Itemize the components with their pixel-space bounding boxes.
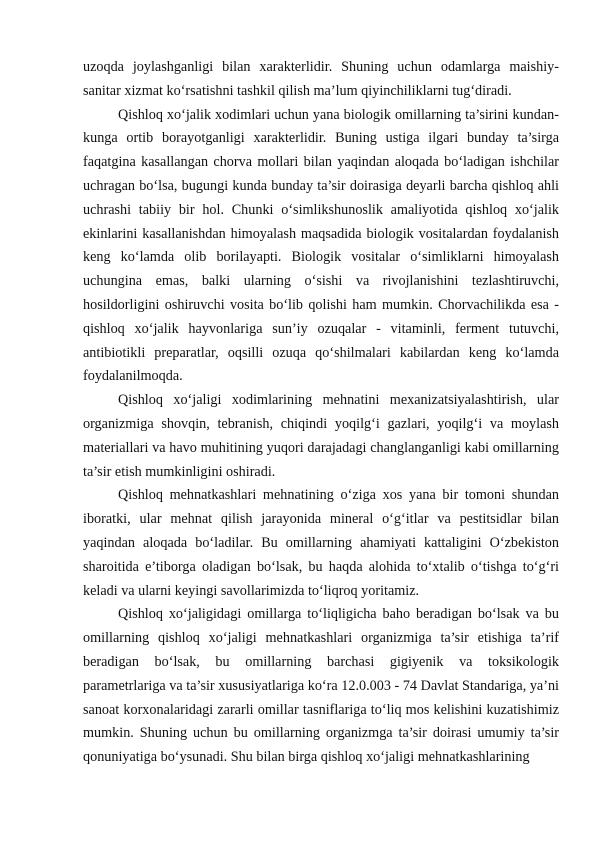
paragraph-standards: Qishloq xo‘jaligidagi omillarga to‘liqligicha baho beradigan bo‘lsak va bu omillarning qishloq xo‘jaligi mehnatkashlari organizmiga ta’sir etishiga ta’rif beradigan bo‘lsak, bu omillarning barchasi gigiyenik va toksikologik parametrlariga va ta’sir xususiyatlariga ko‘ra 12.0.003 - 74 Davlat Standariga, ya’ni sanoat korxonalaridagi zararli omillar tasniflariga to‘liq mos kelishini kuzatishimiz mumkin. Shuning uchun bu omillarning organizmga ta’sir doirasi umumiy ta’sir qonuniyatiga bo‘ysunadi. Shu bilan birga qishloq xo‘jaligi mehnatkashlarining xyxy=(83,606,559,766)
paragraph-mechanization: Qishloq xo‘jaligi xodimlarining mehnatini mexanizatsiyalashtirish, ular organizmiga shovqin, tebranish, chiqindi yoqilg‘i gazlari, yoqilg‘i va moylash materiallari va havo muhitining yuqori darajadagi changlanganligi kabi omillarning ta’sir etish mumkinligini oshiradi. xyxy=(83,392,559,480)
paragraph-fertilizers-pesticides: Qishloq mehnatkashlari mehnatining o‘ziga xos yana bir tomoni shundan iboratki, ular mehnat qilish jarayonida mineral o‘g‘itlar va pestitsidlar bilan yaqindan aloqada bo‘ladilar. Bu omillarning ahamiyati kattaligini O‘zbekiston sharoitida e’tiborga oladigan bo‘lsak, bu haqda alohida to‘xtalib o‘tishga to‘g‘ri keladi va ularni keyingi savollarimizda to‘liqroq yoritamiz. xyxy=(83,487,559,599)
document-page xyxy=(83,56,559,770)
paragraph-biological-factors: Qishloq xo‘jalik xodimlari uchun yana biologik omillarning ta’sirini kundan-kunga ortib borayotganligi xarakterlidir. Buning ustiga ilgari bunday ta’sirga faqatgina kasallangan chorva mollari bilan yaqindan aloqada bo‘ladigan ishchilar uchragan bo‘lsa, bugungi kunda bunday ta’sir doirasiga deyarli barcha qishloq ahli uchrashi tabiiy bir hol. Chunki o‘simlikshunoslik amaliyotida qishloq xo‘jalik ekinlarini kasallanishdan himoyalash maqsadida biologik vositalardan foydalanish keng ko‘lamda olib borilayapti. Biologik vositalar o‘simliklarni himoyalash uchungina emas, balki ularning o‘sishi va rivojlanishini tezlashtiruvchi, hosildorligini oshiruvchi vosita bo‘lib qolishi ham mumkin. Chorvachilikda esa - qishloq xo‘jalik hayvonlariga sun’iy ozuqalar - vitaminli, ferment tutuvchi, antibiotikli preparatlar, oqsilli ozuqa qo‘shilmalari kabilardan keng ko‘lamda foydalanilmoqda. xyxy=(83,106,559,385)
paragraph-continuation: uzoqda joylashganligi bilan xarakterlidir. Shuning uchun odamlarga maishiy-sanitar xizmat ko‘rsatishni tashkil qilish ma’lum qiyinchiliklarni tug‘diradi. xyxy=(83,59,559,99)
